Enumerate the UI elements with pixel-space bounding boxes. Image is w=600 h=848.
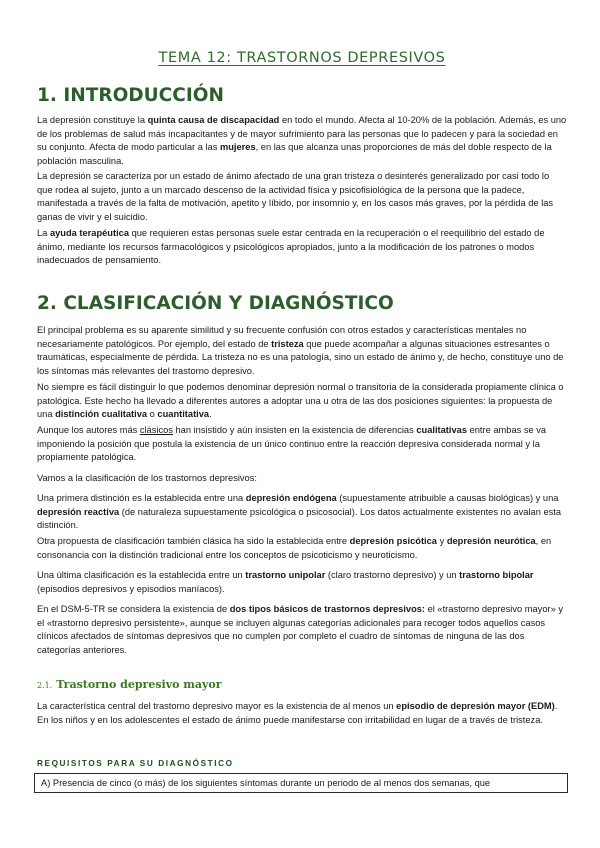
section-heading-introduccion: 1. INTRODUCCIÓN [37,85,224,106]
clasificacion-paragraph-6: Otra propuesta de clasificación también clásica ha sido la establecida entre depresión psicótica y depresión neurótica, en consonancia con la distinción tradicional entre los conceptos de psicoticismo y neuroticismo. [37,536,552,560]
clasificacion-paragraph-3: Aunque los autores más clásicos han insistido y aún insisten en la existencia de diferencias cualitativas entre ambas se va imponiendo la posición que postula la existencia de un único continuo entre la reacción depresiva considerada normal y la propiamente patológica. [37,425,547,463]
section-heading-clasificacion: 2. CLASIFICACIÓN Y DIAGNÓSTICO [37,293,394,314]
requisito-a-box [34,773,568,793]
requisito-a-text: A) Presencia de cinco (o más) de los siguientes síntomas durante un periodo de al menos dos semanas, que [41,778,491,788]
requisitos-heading: REQUISITOS PARA SU DIAGNÓSTICO [37,759,234,768]
intro-paragraph-3: La ayuda terapéutica que requieren estas personas suele estar centrada en la recuperación o el reequilibrio del estado de ánimo, mediante los recursos farmacológicos y psicológicos apropiados, junto a la modificación de los patrones o modos inadecuados de pensamiento. [37,228,545,266]
intro-paragraph-1: La depresión constituye la quinta causa de discapacidad en todo el mundo. Afecta al 10-20% de la población. Además, es uno de los problemas de salud más incapacitantes y de mayor sufrimiento para las personas que lo padecen y para la sociedad en su conjunto. Afecta de modo particular a las mujeres, en las que alcanza unas proporciones de más del doble respecto de la población masculina. [37,115,567,166]
clasificacion-paragraph-8: En el DSM-5-TR se considera la existencia de dos tipos básicos de trastornos depresivos: el «trastorno depresivo mayor» y el «trastorno depresivo persistente», aunque se incluyen algunas categorías adicionales para recoger todos aquellos casos clínicos afectados de síntomas depresivos que no cumplen por completo el cuadro de síntomas de ninguna de las dos categorías anteriores. [37,604,564,655]
clasificacion-paragraph-7: Una última clasificación es la establecida entre un trastorno unipolar (claro trastorno depresivo) y un trastorno bipolar (episodios depresivos y episodios maníacos). [37,570,534,594]
trastorno-mayor-paragraph-1: La característica central del trastorno depresivo mayor es la existencia de al menos un episodio de depresión mayor (EDM). En los niños y en los adolescentes el estado de ánimo puede manifestarse con irritabilidad en lugar de a través de tristeza. [37,701,558,725]
clasificacion-paragraph-5: Una primera distinción es la establecida entre una depresión endógena (supuestamente atribuible a causas biológicas) y una depresión reactiva (de naturaleza supuestamente psicológica o psicosocial). Los datos actualmente existentes no avalan esta distinción. [37,493,562,531]
subsection-heading-trastorno-depresivo-mayor: 2.1. Trastorno depresivo mayor [37,678,222,691]
clasificacion-paragraph-4: Vamos a la clasificación de los trastornos depresivos: [37,473,257,483]
clasificacion-paragraph-1: El principal problema es su aparente similitud y su frecuente confusión con otros estados y características mentales no necesariamente patológicos. Por ejemplo, del estado de tristeza que puede acompañar a algunas situaciones estresantes o traumáticas, especialmente de pérdida. La tristeza no es una patología, sino un estado de ánimo y, de hecho, constituye uno de los síntomas más relevantes del trastorno depresivo. [37,325,564,376]
intro-paragraph-2: La depresión se caracteriza por un estado de ánimo afectado de una gran tristeza o desinterés generalizado por casi todo lo que rodea al sujeto, junto a un marcado descenso de la actividad física y psicofisiológica de la persona que la padece, manifestada a través de la falta de motivación, apetito y líbido, por insomnio y, en los casos más graves, por la pérdida de las ganas de vivir y el suicidio. [37,171,554,222]
clasificacion-paragraph-2: No siempre es fácil distinguir lo que podemos denominar depresión normal o transitoria de la considerada propiamente clínica o patológica. Este hecho ha llevado a diferentes autores a adoptar una u otra de las dos posiciones siguientes: la propuesta de una distinción cualitativa o cuantitativa. [37,382,564,420]
document-title: TEMA 12: TRASTORNOS DEPRESIVOS [158,50,446,66]
